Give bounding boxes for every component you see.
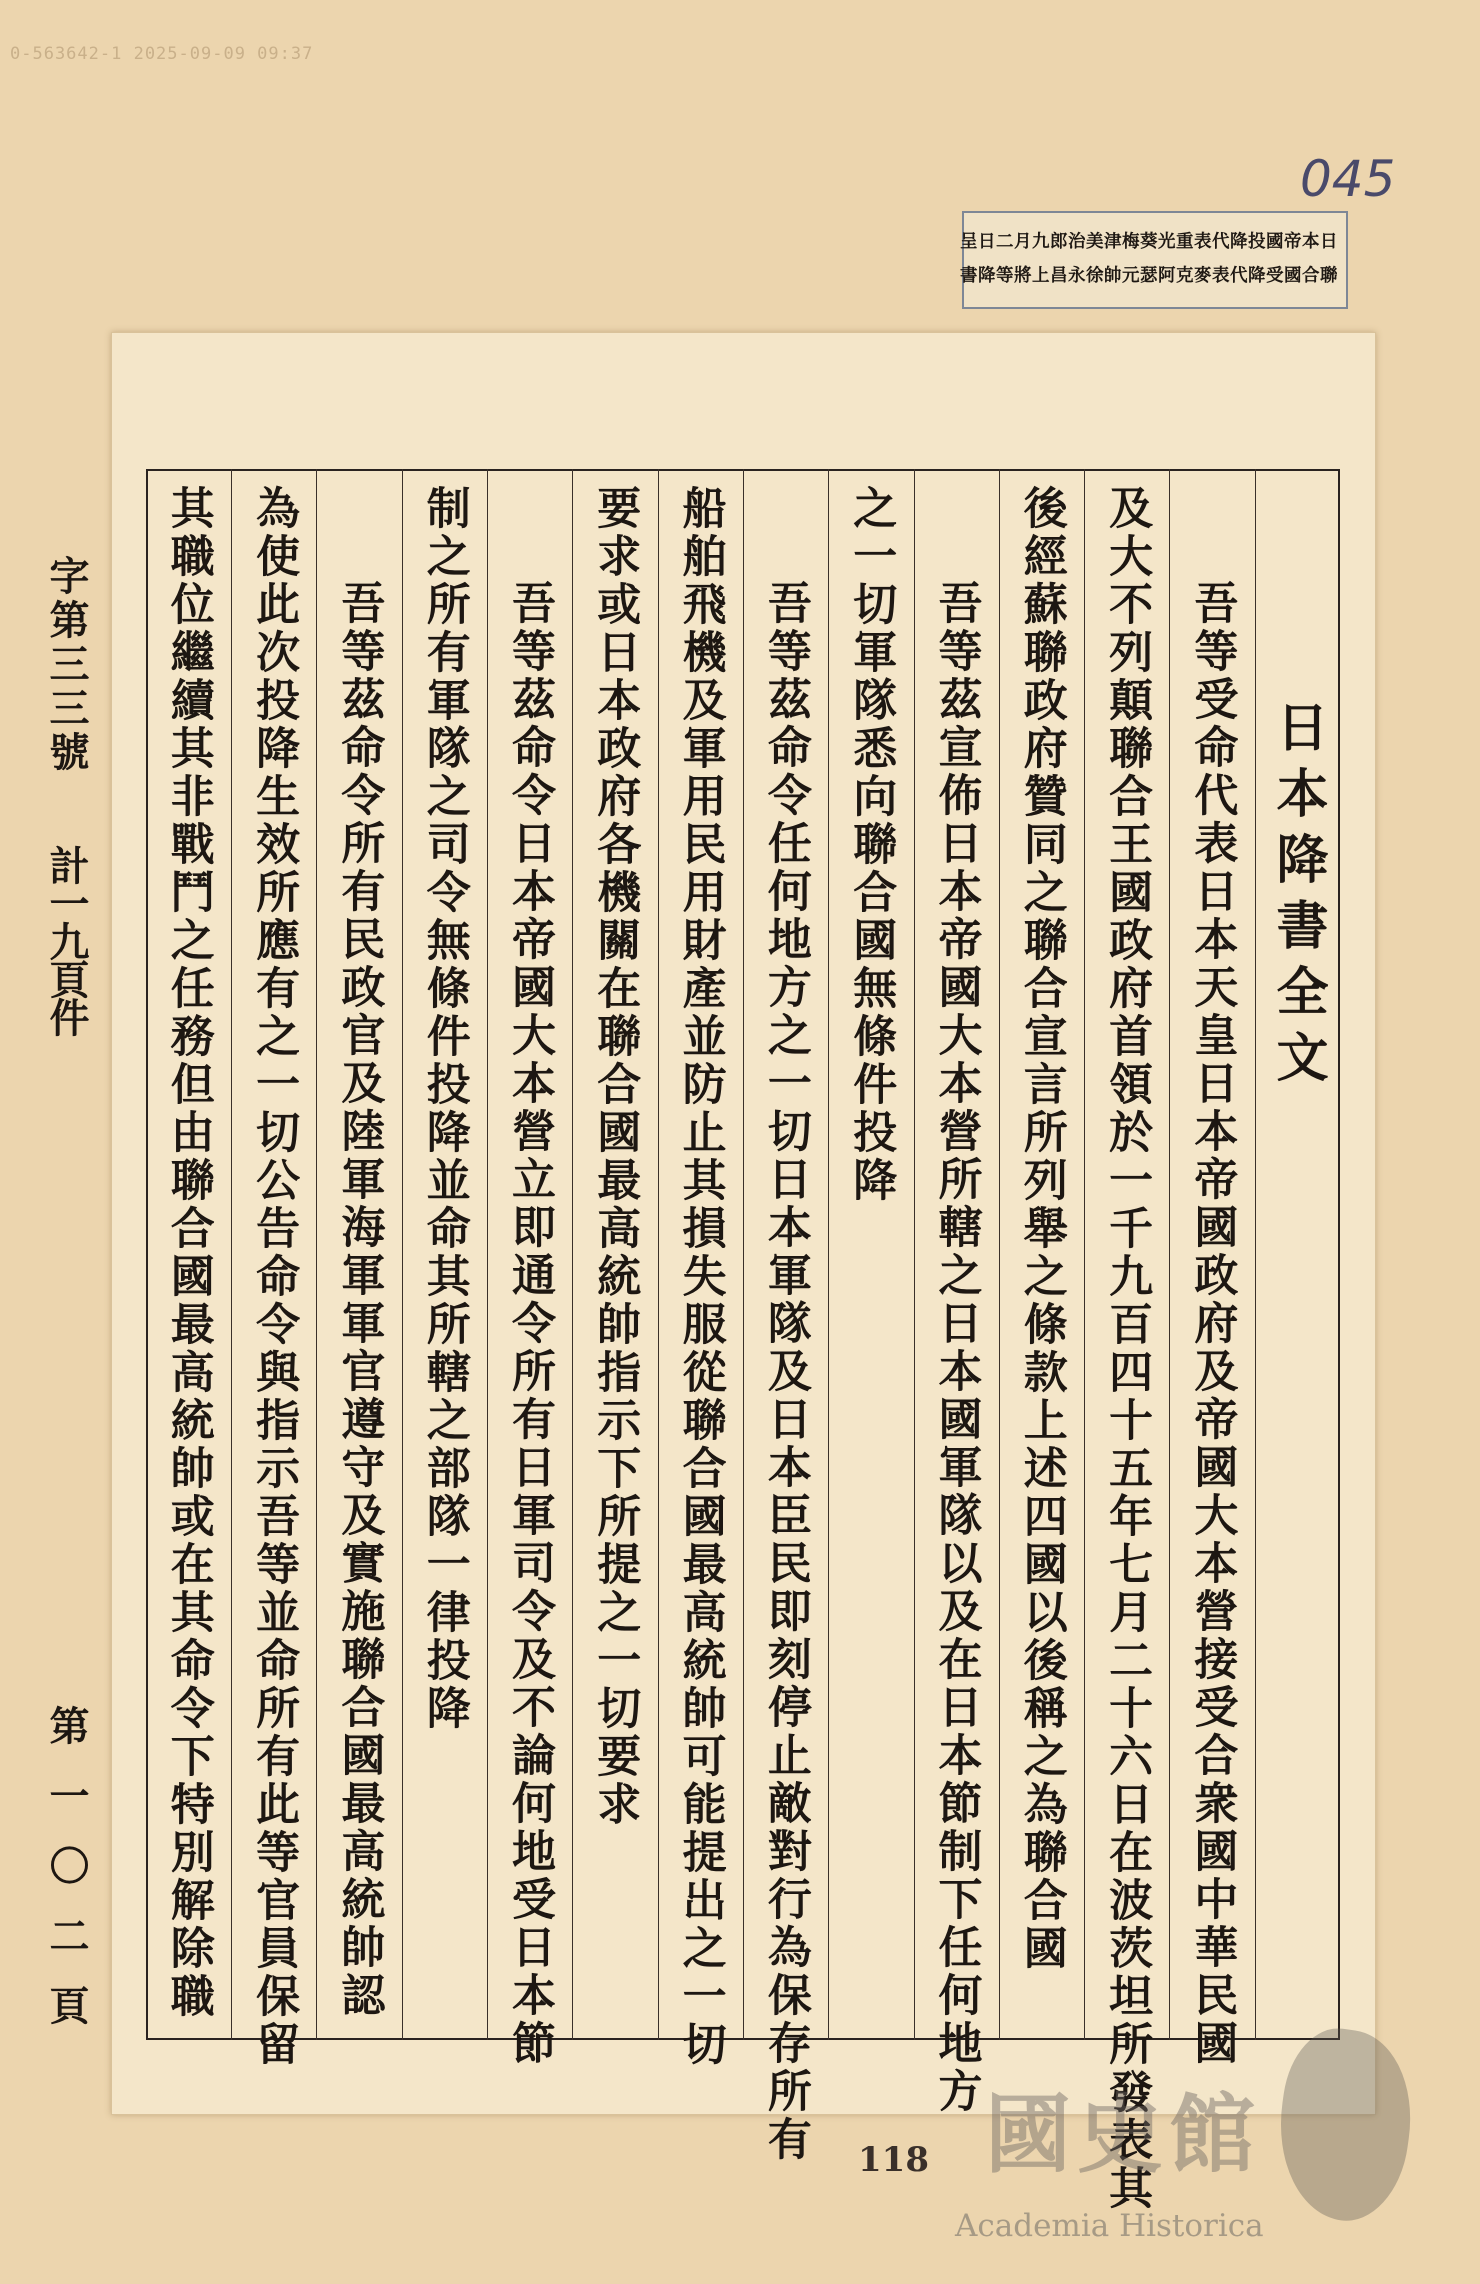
watermark-name-en: Academia Historica	[955, 2208, 1264, 2244]
text-column: 及大不列顛聯合王國政府首領於一千九百四十五年七月二十六日在波茨坦所發表其	[1101, 485, 1153, 2213]
text-column: 吾等茲宣佈日本帝國大本營所轄之日本國軍隊以及在日本節制下任何地方	[930, 580, 982, 2116]
text-column: 吾等茲命令日本帝國大本營立即通令所有日軍司令及不論何地受日本節	[504, 580, 555, 2068]
text-column: 吾等受命代表日本天皇日本帝國政府及帝國大本營接受合衆國中華民國	[1186, 580, 1238, 2068]
text-column: 吾等茲命令任何地方之一切日本軍隊及日本臣民即刻停止敵對行為保存所有	[759, 580, 811, 2164]
margin-file-number: 字第三三號	[43, 555, 90, 775]
text-column: 之一切軍隊悉向聯合國無條件投降	[845, 485, 897, 1205]
text-column: 後經蘇聯政府贊同之聯合宣言所列舉之條款上述四國以後稱之為聯合國	[1015, 485, 1067, 1973]
watermark-name-zh: 國史館	[985, 2084, 1261, 2185]
document-title: 日本降書全文	[1267, 700, 1328, 1096]
document-label	[962, 211, 1348, 309]
handwritten-page-number: 045	[1300, 150, 1396, 208]
label-line-1: 日本帝國投降代表重光葵梅津美治郎九月二日呈	[960, 232, 1338, 252]
text-column: 吾等茲命令所有民政官及陸軍海軍軍官遵守及實施聯合國最高統帥認	[333, 580, 385, 2020]
text-column: 為使此次投降生效所應有之一切公告命令與指示吾等並命所有此等官員保留	[248, 485, 300, 2069]
scan-stamp: 0-563642-1 2025-09-09 09:37	[10, 44, 314, 64]
margin-page: 第一〇二頁	[43, 1705, 90, 2055]
margin-page-count: 計一九頁件	[43, 845, 90, 1035]
label-line-2: 聯合國受降代表麥克阿瑟元帥徐永昌上將等降書	[960, 266, 1338, 286]
text-column: 制之所有軍隊之司令無條件投降並命其所轄之部隊一律投降	[418, 485, 470, 1733]
text-column: 船舶飛機及軍用民用財產並防止其損失服從聯合國最高統帥可能提出之一切	[674, 485, 726, 2069]
sheet-number: 118	[858, 2140, 929, 2180]
text-column: 要求或日本政府各機關在聯合國最高統帥指示下所提之一切要求	[589, 485, 641, 1829]
text-column: 其職位繼續其非戰鬥之任務但由聯合國最高統帥或在其命令下特別解除職	[162, 485, 214, 2021]
